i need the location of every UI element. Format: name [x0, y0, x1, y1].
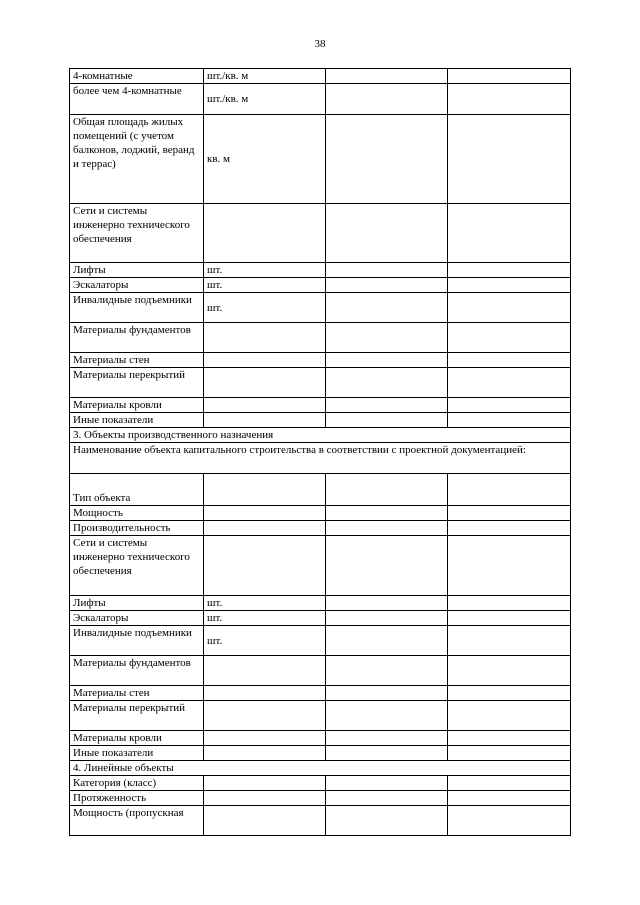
table-row — [70, 84, 571, 115]
table-row — [70, 413, 571, 428]
row-label: более чем 4-комнатные — [70, 84, 204, 115]
value-cell[interactable] — [448, 474, 571, 506]
row-label: Тип объекта — [70, 474, 204, 506]
value-cell[interactable] — [326, 474, 448, 506]
value-cell[interactable] — [326, 84, 448, 115]
row-unit — [204, 398, 326, 413]
value-cell[interactable] — [448, 686, 571, 701]
row-unit — [204, 474, 326, 506]
value-cell[interactable] — [448, 263, 571, 278]
value-cell[interactable] — [326, 611, 448, 626]
value-cell[interactable] — [448, 656, 571, 686]
value-cell[interactable] — [326, 776, 448, 791]
row-unit — [204, 536, 326, 596]
table-row — [70, 686, 571, 701]
row-unit: шт. — [204, 263, 326, 278]
table-row — [70, 746, 571, 761]
row-unit — [204, 368, 326, 398]
row-unit — [204, 701, 326, 731]
row-label: Сети и системы инженерно технического обеспечения — [70, 204, 204, 263]
row-unit — [204, 204, 326, 263]
row-unit — [204, 323, 326, 353]
row-label: Материалы перекрытий — [70, 701, 204, 731]
row-label: Мощность — [70, 506, 204, 521]
row-label: Материалы перекрытий — [70, 368, 204, 398]
row-unit: шт. — [204, 596, 326, 611]
row-unit — [204, 806, 326, 836]
value-cell[interactable] — [448, 791, 571, 806]
value-cell[interactable] — [448, 84, 571, 115]
value-cell[interactable] — [326, 731, 448, 746]
value-cell[interactable] — [448, 115, 571, 204]
value-cell[interactable] — [448, 611, 571, 626]
value-cell[interactable] — [448, 69, 571, 84]
value-cell[interactable] — [448, 413, 571, 428]
row-label: Инвалидные подъемники — [70, 293, 204, 323]
row-label: Иные показатели — [70, 746, 204, 761]
value-cell[interactable] — [326, 69, 448, 84]
table-row — [70, 506, 571, 521]
row-unit: шт./кв. м — [204, 84, 326, 115]
value-cell[interactable] — [326, 204, 448, 263]
table-row — [70, 398, 571, 413]
value-cell[interactable] — [448, 626, 571, 656]
table-row — [70, 353, 571, 368]
value-cell[interactable] — [326, 701, 448, 731]
value-cell[interactable] — [326, 626, 448, 656]
section-header — [70, 761, 571, 776]
row-label: Общая площадь жилых помещений (с учетом балконов, лоджий, веранд и террас) — [70, 115, 204, 204]
value-cell[interactable] — [326, 806, 448, 836]
row-label: 4-комнатные — [70, 69, 204, 84]
table-row — [70, 521, 571, 536]
row-label: Категория (класс) — [70, 776, 204, 791]
value-cell[interactable] — [448, 398, 571, 413]
row-unit: шт. — [204, 626, 326, 656]
table-row — [70, 278, 571, 293]
value-cell[interactable] — [448, 521, 571, 536]
row-unit: шт./кв. м — [204, 69, 326, 84]
row-unit — [204, 521, 326, 536]
value-cell[interactable] — [448, 506, 571, 521]
table-row — [70, 536, 571, 596]
value-cell[interactable] — [326, 746, 448, 761]
value-cell[interactable] — [448, 596, 571, 611]
table-row — [70, 731, 571, 746]
row-unit: шт. — [204, 278, 326, 293]
value-cell[interactable] — [448, 353, 571, 368]
object-name-label: Наименование объекта капитального строительства в соответствии с проектной документацией: — [70, 443, 571, 474]
row-label: Эскалаторы — [70, 278, 204, 293]
row-label: Лифты — [70, 596, 204, 611]
row-unit — [204, 731, 326, 746]
row-label: Протяженность — [70, 791, 204, 806]
value-cell[interactable] — [448, 293, 571, 323]
row-label: Материалы фундаментов — [70, 656, 204, 686]
row-label: Материалы кровли — [70, 398, 204, 413]
table-row — [70, 115, 571, 204]
section-header — [70, 428, 571, 443]
value-cell[interactable] — [326, 115, 448, 204]
table-row — [70, 368, 571, 398]
row-label: Иные показатели — [70, 413, 204, 428]
row-unit — [204, 776, 326, 791]
value-cell[interactable] — [448, 731, 571, 746]
value-cell[interactable] — [448, 776, 571, 791]
section-title: 4. Линейные объекты — [70, 761, 571, 776]
value-cell[interactable] — [326, 506, 448, 521]
row-unit — [204, 746, 326, 761]
value-cell[interactable] — [326, 263, 448, 278]
table-row — [70, 204, 571, 263]
table-row — [70, 263, 571, 278]
value-cell[interactable] — [448, 368, 571, 398]
value-cell[interactable] — [326, 596, 448, 611]
table-row — [70, 791, 571, 806]
row-label: Материалы фундаментов — [70, 323, 204, 353]
value-cell[interactable] — [448, 746, 571, 761]
row-unit — [204, 656, 326, 686]
row-label: Материалы кровли — [70, 731, 204, 746]
row-label: Эскалаторы — [70, 611, 204, 626]
table-row — [70, 626, 571, 656]
table-row — [70, 701, 571, 731]
table-row — [70, 596, 571, 611]
value-cell[interactable] — [448, 323, 571, 353]
row-label: Производительность — [70, 521, 204, 536]
indicators-table — [69, 68, 571, 836]
value-cell[interactable] — [326, 686, 448, 701]
row-label: Мощность (пропускная — [70, 806, 204, 836]
value-cell[interactable] — [448, 701, 571, 731]
value-cell[interactable] — [326, 368, 448, 398]
value-cell[interactable] — [326, 323, 448, 353]
section-title: 3. Объекты производственного назначения — [70, 428, 571, 443]
table-row — [70, 293, 571, 323]
value-cell[interactable] — [448, 536, 571, 596]
value-cell[interactable] — [326, 521, 448, 536]
row-unit: шт. — [204, 293, 326, 323]
value-cell[interactable] — [326, 656, 448, 686]
table-row — [70, 69, 571, 84]
name-row — [70, 443, 571, 474]
table-row — [70, 474, 571, 506]
table-row — [70, 806, 571, 836]
row-unit — [204, 791, 326, 806]
row-label: Лифты — [70, 263, 204, 278]
table-row — [70, 323, 571, 353]
row-unit: шт. — [204, 611, 326, 626]
row-label: Инвалидные подъемники — [70, 626, 204, 656]
value-cell[interactable] — [448, 806, 571, 836]
value-cell[interactable] — [326, 278, 448, 293]
value-cell[interactable] — [326, 293, 448, 323]
table-row — [70, 776, 571, 791]
table-row — [70, 656, 571, 686]
value-cell[interactable] — [326, 791, 448, 806]
table-row — [70, 611, 571, 626]
value-cell[interactable] — [326, 413, 448, 428]
row-label: Сети и системы инженерно технического обеспечения — [70, 536, 204, 596]
value-cell[interactable] — [448, 204, 571, 263]
row-label: Материалы стен — [70, 686, 204, 701]
row-unit — [204, 353, 326, 368]
page-number: 38 — [314, 38, 326, 50]
value-cell[interactable] — [448, 278, 571, 293]
row-unit — [204, 413, 326, 428]
value-cell[interactable] — [326, 353, 448, 368]
row-unit: кв. м — [204, 115, 326, 204]
value-cell[interactable] — [326, 398, 448, 413]
row-unit — [204, 686, 326, 701]
row-unit — [204, 506, 326, 521]
row-label: Материалы стен — [70, 353, 204, 368]
value-cell[interactable] — [326, 536, 448, 596]
